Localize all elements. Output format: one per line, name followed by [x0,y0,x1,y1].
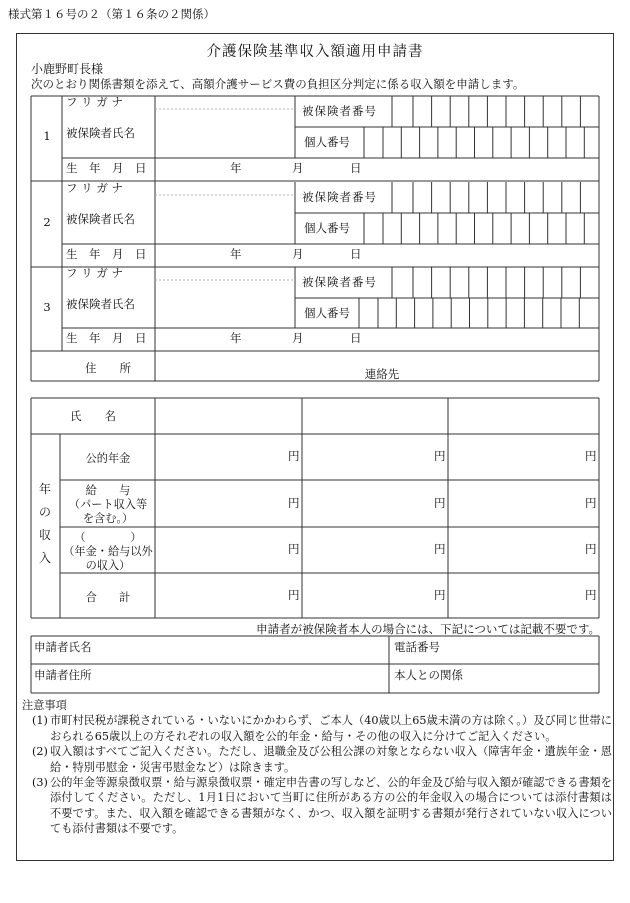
furigana-label: フ リ ガ ナ [66,181,123,195]
yen-unit: 円 [585,449,597,463]
note-item [22,775,612,837]
income-row-label: 合 計 [85,591,131,604]
yen-unit: 円 [434,449,446,463]
note-number: (2) [32,745,48,759]
month-label: 月 [292,161,304,175]
income-row-label: （ ） （年金・給与以外 の収入） [63,531,153,572]
yen-unit: 円 [585,495,597,510]
page-title: 介護保険基準収入額適用申請書 [206,44,424,60]
income-name-3-input[interactable] [448,398,598,434]
personal-number-input[interactable] [365,128,599,157]
phone-label: 電話番号 [394,640,440,654]
furigana-label: フ リ ガ ナ [66,266,123,280]
income-amount-input-3[interactable] [449,528,582,572]
income-name-label: 氏 名 [70,409,116,423]
notes-section [22,698,612,837]
insured-name-input[interactable] [156,110,294,157]
income-name-1-input[interactable] [156,398,302,434]
month-label: 月 [292,331,304,345]
personal-number-input[interactable] [365,299,599,327]
personal-number-label: 個人番号 [304,135,350,149]
intro-text: 次のとおり関係書類を添えて、高額介護サービス費の負担区分判定に係る収入額を申請します。 [31,77,525,91]
note-number: (1) [32,714,48,728]
yen-unit: 円 [288,587,300,602]
income-amount-input-3[interactable] [449,481,582,526]
income-amount-input-1[interactable] [157,528,285,572]
year-label: 年 [230,161,242,175]
yen-unit: 円 [434,542,446,556]
birthdate-input[interactable] [156,329,600,350]
yen-unit: 円 [288,495,300,510]
yen-unit: 円 [585,587,597,602]
insured-name-label: 被保険者氏名 [66,297,135,311]
address-input[interactable] [156,351,600,381]
applicant-address-input[interactable] [31,680,388,694]
applicant-address-label: 申請者住所 [34,668,92,682]
side-label-char: 入 [38,551,51,565]
insured-name-label: 被保険者氏名 [66,212,135,226]
income-amount-input-2[interactable] [303,574,431,617]
insured-number-input[interactable] [393,96,599,126]
year-label: 年 [230,331,242,345]
furigana-label: フ リ ガ ナ [66,95,123,109]
yen-unit: 円 [434,495,446,510]
person-number: 2 [43,215,51,229]
day-label: 日 [350,247,362,261]
insured-name-input[interactable] [156,281,294,327]
person-number: 3 [43,300,51,314]
form-number: 様式第１６号の２（第１６条の２関係） [8,7,215,21]
insured-number-label: 被保険者番号 [302,190,377,204]
insured-name-input[interactable] [156,196,294,243]
note-text: 収入額はすべてご記入ください。ただし、退職金及び公租公課の対象とならない収入（障害年金・遺族年金・恩給・特別弔慰金・災害弔慰金など）は除きます。 [50,745,612,774]
relation-input[interactable] [391,680,599,694]
income-amount-input-1[interactable] [157,481,285,526]
insured-name-label: 被保険者氏名 [66,126,135,140]
personal-number-input[interactable] [365,214,599,243]
income-row-label: 公的年金 [85,452,131,465]
income-amount-input-3[interactable] [449,574,582,617]
applicant-note: 申請者が被保険者本人の場合には、下記については記載不要です。 [256,622,600,636]
birthdate-label: 生 年 月 日 [66,247,147,261]
addressee: 小鹿野町長様 [31,62,104,76]
day-label: 日 [350,331,362,345]
income-name-2-input[interactable] [302,398,448,434]
month-label: 月 [292,247,304,261]
person-number: 1 [43,129,51,143]
relation-label: 本人との関係 [394,668,463,682]
birthdate-input[interactable] [156,245,600,266]
annual-income-side-label [36,478,54,570]
furigana-input[interactable] [156,182,294,195]
note-text: 公的年金等源泉徴収票・給与源泉徴収票・確定申告書の写しなど、公的年金及び給与収入額が確認できる書類を添付してください。ただし、1月1日において当町に住所がある方の公的年金収入の場合については添付書類は不要です。また、収入額を確認できる書類がなく、かつ、収入額を証明する書類が発行されていない収入についても添付書類は不要です。 [50,776,612,836]
income-amount-input-2[interactable] [303,481,431,526]
birthdate-label: 生 年 月 日 [66,331,147,345]
furigana-input[interactable] [156,96,294,109]
side-label-char: 年 [38,482,51,496]
personal-number-label: 個人番号 [304,306,350,320]
birthdate-label: 生 年 月 日 [66,161,147,175]
income-amount-input-1[interactable] [157,574,285,617]
income-amount-input-2[interactable] [303,528,431,572]
day-label: 日 [350,161,362,175]
income-row-label: 給 与 （パート収入等 を含む。） [68,484,148,525]
note-number: (3) [32,776,48,790]
note-item [22,744,612,775]
note-item [22,713,612,744]
furigana-input[interactable] [156,267,294,280]
income-amount-input-2[interactable] [303,435,431,479]
income-amount-input-3[interactable] [449,435,582,479]
note-text: 市町村民税が課税されている・いないにかかわらず、ご本人（40歳以上65歳未満の方は除く。）及び同じ世帯におられる65歳以上の方それぞれの収入額を公的年金・給与・その他の収入に分けてご記入ください。 [50,714,612,743]
side-label-char: の [38,505,51,519]
insured-number-input[interactable] [393,267,599,297]
yen-unit: 円 [585,542,597,556]
personal-number-label: 個人番号 [304,221,350,235]
income-amount-input-1[interactable] [157,435,285,479]
notes-heading: 注意事項 [22,699,67,712]
applicant-name-input[interactable] [31,652,388,666]
insured-number-input[interactable] [393,182,599,212]
yen-unit: 円 [434,587,446,602]
applicant-name-label: 申請者氏名 [34,640,92,654]
contact-label: 連絡先 [364,367,400,381]
address-label: 住 所 [85,361,131,375]
year-label: 年 [230,247,242,261]
birthdate-input[interactable] [156,159,600,180]
yen-unit: 円 [288,449,300,463]
insured-number-label: 被保険者番号 [302,104,377,118]
yen-unit: 円 [288,542,300,556]
side-label-char: 収 [38,528,51,542]
phone-input[interactable] [391,652,599,666]
insured-number-label: 被保険者番号 [302,275,377,289]
